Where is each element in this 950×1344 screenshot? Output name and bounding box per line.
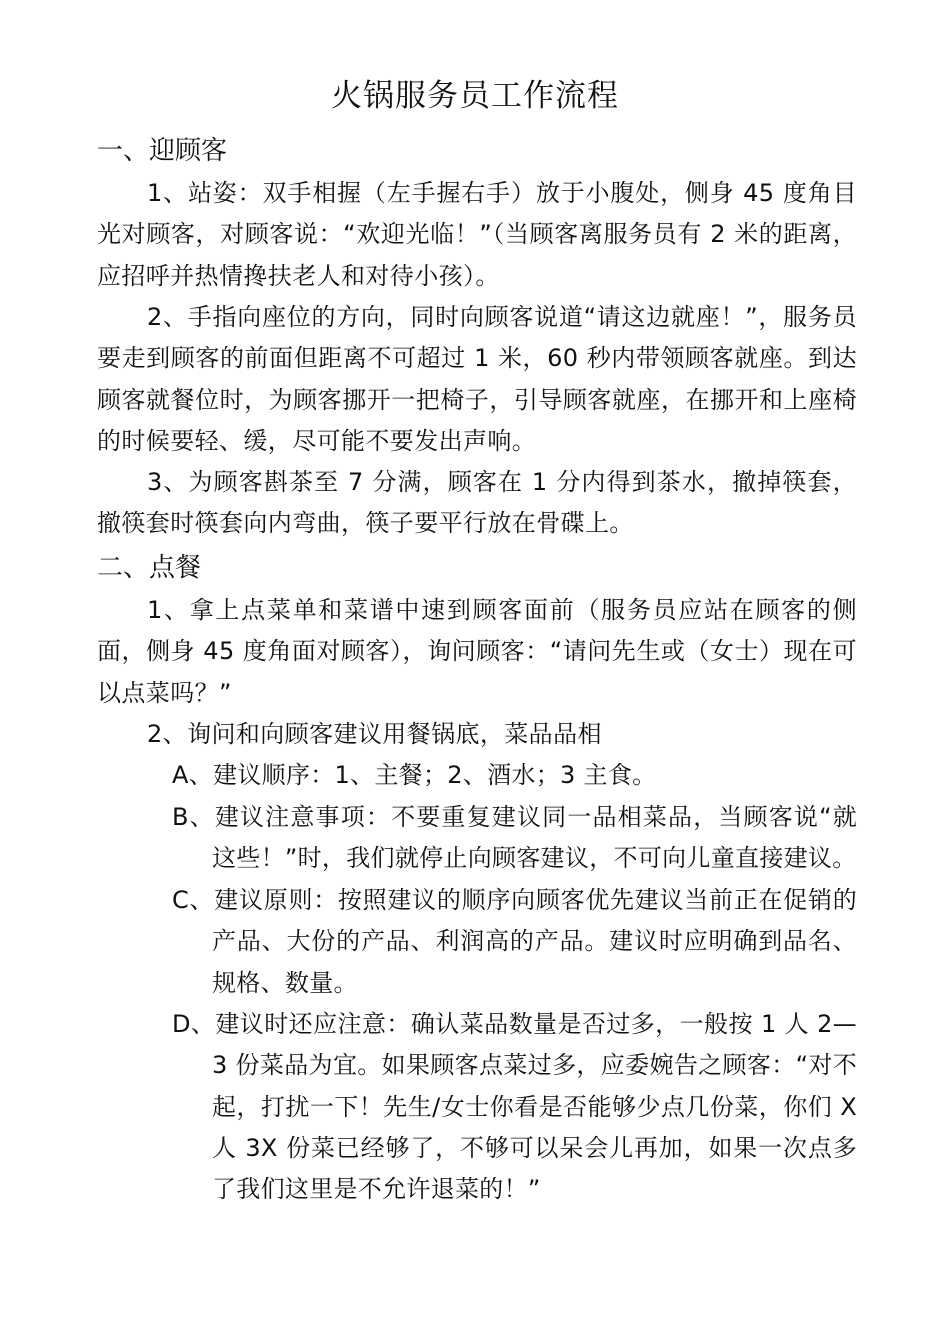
section-heading-order: 二、点餐 <box>97 553 202 583</box>
paragraph-greet-3: 3、为顾客斟茶至 7 分满，顾客在 1 分内得到茶水，撤掉筷套，撤筷套时筷套向内弯曲，筷子要平行放在骨碟上。 <box>97 468 857 538</box>
paragraph-greet-1: 1、站姿：双手相握（左手握右手）放于小腹处，侧身 45 度角目光对顾客，对顾客说：“欢迎光临！”（当顾客离服务员有 2 米的距离，应招呼并热情搀扶老人和对待小孩）。 <box>97 179 857 290</box>
list-item-order-b: B、建议注意事项：不要重复建议同一品相菜品，当顾客说“就这些！”时，我们就停止向顾客建议，不可向儿童直接建议。 <box>172 803 857 873</box>
paragraph-greet-2: 2、手指向座位的方向，同时向顾客说道“请这边就座！”，服务员要走到顾客的前面但距离不可超过 1 米，60 秒内带领顾客就座。到达顾客就餐位时，为顾客挪开一把椅子，引导顾客就座，在挪开和上座椅的时候要轻、缓，尽可能不要发出声响。 <box>97 303 857 455</box>
paragraph-order-1: 1、拿上点菜单和菜谱中速到顾客面前（服务员应站在顾客的侧面，侧身 45 度角面对顾客），询问顾客：“请问先生或（女士）现在可以点菜吗？” <box>97 596 857 707</box>
list-item-order-a: A、建议顺序：1、主餐；2、酒水；3 主食。 <box>172 761 657 789</box>
document-title: 火锅服务员工作流程 <box>331 78 619 114</box>
section-heading-greet: 一、迎顾客 <box>97 136 228 166</box>
paragraph-order-2: 2、询问和向顾客建议用餐锅底，菜品品相 <box>147 720 602 748</box>
list-item-order-d: D、建议时还应注意：确认菜品数量是否过多，一般按 1 人 2—3 份菜品为宜。如果顾客点菜过多，应委婉告之顾客：“对不起，打扰一下！先生/女士你看是否能够少点几份菜，你们 X 人 3X 份菜已经够了，不够可以呆会儿再加，如果一次点多了我们这里是不允许退菜的！” <box>172 1010 857 1204</box>
list-item-order-c: C、建议原则：按照建议的顺序向顾客优先建议当前正在促销的产品、大份的产品、利润高的产品。建议时应明确到品名、规格、数量。 <box>172 886 857 997</box>
